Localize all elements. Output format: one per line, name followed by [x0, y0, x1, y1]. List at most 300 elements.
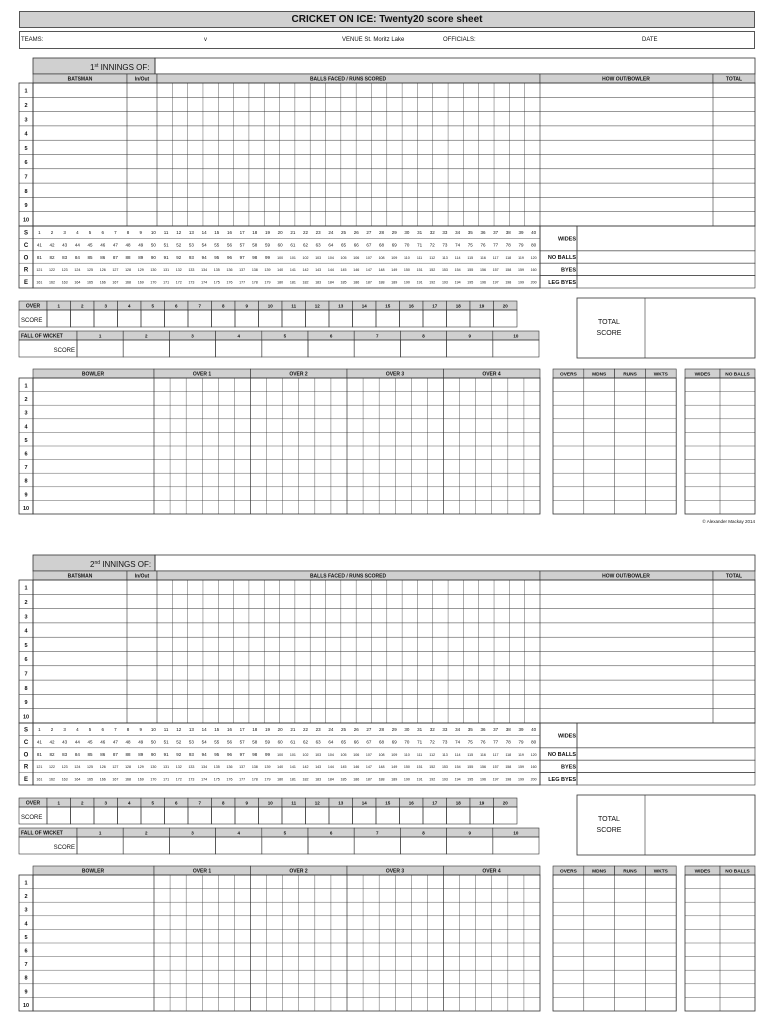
ball-number: 27 [366, 230, 372, 235]
ball-number: 20 [277, 230, 283, 235]
extras-value-cell [577, 276, 755, 288]
ball-number: 16 [226, 727, 232, 732]
ball-number: 178 [251, 280, 258, 285]
ball-number: 153 [441, 268, 448, 273]
over-score-cell [141, 310, 165, 327]
sheet-title: CRICKET ON ICE: Twenty20 score sheet [19, 11, 755, 28]
ball-number: 113 [442, 752, 448, 757]
ball-number: 141 [289, 765, 296, 770]
batsman-row-number: 9 [24, 203, 28, 210]
ball-number: 82 [49, 254, 55, 260]
ball-number: 80 [531, 739, 537, 745]
over-score-cell [47, 310, 71, 327]
extras-label: LEG BYES [548, 279, 576, 286]
over-label: OVER [25, 800, 41, 807]
ball-number: 88 [125, 751, 131, 757]
ball-number: 45 [87, 242, 93, 248]
ball-number: 154 [454, 268, 461, 273]
ball-number: 107 [365, 752, 372, 757]
over-number: 12 [314, 800, 320, 806]
bowling-extras-label: NO BALLS [725, 372, 750, 378]
ball-number: 108 [378, 255, 385, 260]
over-score-cell [306, 310, 330, 327]
ball-number: 29 [391, 727, 397, 732]
ball-number: 62 [303, 242, 309, 248]
over-number: 2 [80, 800, 84, 806]
batsman-row-number: 10 [22, 714, 30, 721]
extras-value-cell [577, 760, 755, 772]
ball-number: 161 [36, 777, 43, 782]
ball-number: 183 [315, 777, 322, 782]
ball-number: 139 [264, 268, 271, 273]
ball-number: 12 [176, 727, 182, 732]
fow-number: 4 [237, 333, 240, 339]
ball-number: 189 [391, 777, 398, 782]
ball-number: 75 [467, 242, 473, 248]
ball-number: 111 [416, 255, 423, 260]
ball-number: 13 [188, 727, 194, 732]
how-out-label: HOW OUT/BOWLER [602, 573, 650, 580]
ball-number: 120 [530, 752, 537, 757]
summary-label: OVERS [560, 372, 577, 378]
ball-number: 50 [150, 242, 156, 248]
ball-number: 64 [328, 242, 334, 248]
ball-number: 37 [493, 727, 499, 732]
over-number: 11 [291, 800, 297, 806]
ball-number: 39 [518, 230, 524, 235]
ball-number: 68 [379, 739, 385, 745]
over-number: 7 [198, 303, 202, 309]
bowler-row-number: 8 [24, 975, 28, 982]
ball-number: 97 [239, 254, 245, 260]
ball-number: 190 [403, 280, 410, 285]
fow-score-cell [216, 837, 262, 854]
ball-number: 118 [505, 752, 512, 757]
ball-number: 130 [150, 268, 157, 273]
ball-number: 169 [137, 280, 144, 285]
ball-count-grid [33, 226, 540, 288]
ball-number: 81 [36, 254, 42, 260]
ball-number: 112 [429, 752, 436, 757]
ball-number: 42 [49, 739, 55, 745]
date-label: DATE [642, 37, 658, 43]
ball-number: 165 [87, 777, 94, 782]
ball-number: 30 [404, 230, 410, 235]
ball-number: 193 [441, 777, 448, 782]
over-number: 12 [314, 303, 320, 309]
ball-number: 41 [36, 242, 42, 248]
ball-number: 91 [163, 751, 169, 757]
over-number: 7 [198, 800, 202, 806]
ball-number: 187 [365, 280, 372, 285]
ball-number: 199 [517, 777, 524, 782]
ball-number: 148 [378, 268, 385, 273]
ball-number: 62 [303, 739, 309, 745]
ball-number: 132 [175, 765, 182, 770]
ball-number: 124 [74, 765, 81, 770]
ball-number: 133 [188, 268, 195, 273]
ball-number: 72 [429, 242, 435, 248]
ball-number: 56 [226, 739, 232, 745]
over-number: 13 [338, 800, 344, 806]
ball-number: 114 [454, 255, 461, 260]
ball-number: 91 [163, 254, 169, 260]
fow-score-cell [493, 340, 539, 357]
over-score-cell [94, 807, 118, 824]
ball-number: 39 [518, 727, 524, 732]
ball-number: 6 [101, 230, 104, 235]
over-score-cell [447, 310, 471, 327]
ball-number: 83 [62, 254, 68, 260]
ball-number: 40 [531, 727, 537, 732]
over-number: 17 [432, 303, 438, 309]
ball-number: 103 [315, 255, 322, 260]
score-letter: C [23, 739, 29, 746]
over-number: 18 [455, 800, 461, 806]
ball-number: 74 [455, 739, 461, 745]
ball-number: 101 [289, 752, 296, 757]
over-number: 1 [57, 303, 61, 309]
ball-number: 151 [416, 268, 423, 273]
in-out-label: In/Out [134, 76, 150, 83]
ball-number: 86 [100, 254, 106, 260]
batsman-row-number: 6 [24, 657, 28, 664]
ball-number: 133 [188, 765, 195, 770]
batsman-row-number: 8 [24, 188, 28, 195]
ball-number: 42 [49, 242, 55, 248]
bowler-row-number: 10 [22, 1002, 30, 1009]
ball-number: 71 [417, 739, 423, 745]
ball-number: 128 [125, 268, 132, 273]
ball-number: 138 [251, 765, 258, 770]
batsman-row-number: 8 [24, 685, 28, 692]
ball-number: 191 [416, 777, 423, 782]
ball-number: 69 [391, 242, 397, 248]
ball-number: 172 [175, 280, 182, 285]
fow-score-cell [447, 340, 493, 357]
fow-number: 7 [376, 333, 379, 339]
fow-score-label: SCORE [53, 845, 75, 851]
ball-number: 77 [493, 242, 499, 248]
over-score-cell [188, 807, 212, 824]
ball-number: 12 [176, 230, 182, 235]
ball-number: 188 [378, 280, 385, 285]
ball-number: 114 [454, 752, 461, 757]
ball-number: 101 [289, 255, 296, 260]
ball-number: 175 [213, 280, 220, 285]
ball-number: 33 [442, 230, 448, 235]
ball-number: 5 [88, 230, 92, 235]
extras-label: BYES [561, 764, 576, 771]
fow-number: 3 [191, 830, 194, 836]
over-number: 10 [267, 800, 273, 806]
ball-number: 24 [328, 230, 334, 235]
ball-number: 106 [353, 752, 360, 757]
ball-number: 15 [214, 727, 220, 732]
over-score-cell [282, 310, 306, 327]
balls-faced-label: BALLS FACED / RUNS SCORED [309, 76, 387, 83]
ball-number: 176 [226, 777, 233, 782]
ball-number: 106 [353, 255, 360, 260]
ball-number: 148 [378, 765, 385, 770]
ball-number: 161 [36, 280, 43, 285]
ball-number: 136 [226, 268, 233, 273]
fow-number: 6 [329, 333, 333, 339]
ball-number: 36 [480, 727, 486, 732]
over-number: 17 [432, 800, 438, 806]
ball-number: 51 [163, 242, 169, 248]
ball-number: 52 [176, 739, 182, 745]
ball-number: 142 [302, 268, 309, 273]
ball-number: 103 [315, 752, 322, 757]
fow-number: 2 [145, 333, 148, 339]
ball-number: 17 [239, 727, 245, 732]
ball-number: 124 [74, 268, 81, 273]
over-score-cell [400, 310, 424, 327]
ball-number: 178 [251, 777, 258, 782]
ball-number: 20 [277, 727, 283, 732]
ball-number: 23 [315, 230, 321, 235]
batsman-row-number: 3 [24, 614, 28, 621]
over-col-label: OVER 3 [385, 868, 405, 875]
extras-label: WIDES [557, 733, 576, 740]
score-letter: C [23, 242, 29, 249]
bowler-row-number: 4 [24, 424, 28, 431]
ball-number: 34 [455, 230, 461, 235]
fow-number: 10 [513, 333, 519, 339]
fow-score-cell [77, 340, 123, 357]
teams-label: TEAMS: [21, 37, 44, 43]
over-number: 19 [479, 800, 485, 806]
ball-number: 76 [480, 242, 486, 248]
ball-number: 107 [365, 255, 372, 260]
ball-number: 64 [328, 739, 334, 745]
match-header [19, 31, 755, 49]
ball-number: 200 [530, 280, 537, 285]
ball-number: 136 [226, 765, 233, 770]
ball-number: 118 [505, 255, 512, 260]
ball-number: 29 [391, 230, 397, 235]
ball-number: 143 [315, 765, 322, 770]
ball-number: 138 [251, 268, 258, 273]
ball-number: 44 [74, 739, 80, 745]
bowler-row-number: 1 [24, 383, 28, 390]
summary-label: RUNS [623, 869, 637, 875]
ball-number: 63 [315, 739, 321, 745]
over-number: 9 [245, 800, 249, 806]
over-col-label: OVER 1 [192, 371, 212, 378]
ball-number: 195 [467, 280, 474, 285]
over-score-cell [71, 807, 95, 824]
ball-number: 127 [112, 765, 119, 770]
ball-number: 22 [303, 727, 309, 732]
batsman-label: BATSMAN [67, 76, 93, 83]
fow-score-cell [216, 340, 262, 357]
ball-number: 116 [480, 752, 486, 757]
batsman-row-number: 10 [22, 217, 30, 224]
ball-number: 59 [264, 242, 270, 248]
ball-number: 38 [505, 230, 511, 235]
ball-number: 14 [201, 727, 207, 732]
innings-title: 2nd INNINGS OF: [90, 560, 152, 569]
total-score-label: SCORE [596, 827, 622, 834]
over-number: 8 [221, 303, 225, 309]
ball-number: 175 [213, 777, 220, 782]
ball-number: 194 [454, 280, 461, 285]
ball-number: 163 [61, 777, 68, 782]
fow-score-cell [308, 837, 354, 854]
over-col-label: OVER 2 [289, 868, 308, 875]
ball-number: 166 [99, 777, 106, 782]
total-label: TOTAL [725, 76, 743, 83]
ball-number: 125 [87, 765, 94, 770]
ball-number: 173 [188, 280, 195, 285]
fow-score-cell [123, 340, 169, 357]
ball-number: 102 [302, 255, 309, 260]
how-out-label: HOW OUT/BOWLER [602, 76, 650, 83]
ball-number: 44 [74, 242, 80, 248]
ball-number: 73 [442, 242, 448, 248]
ball-number: 68 [379, 242, 385, 248]
ball-number: 41 [36, 739, 42, 745]
total-score-box [577, 298, 755, 358]
ball-number: 120 [530, 255, 537, 260]
ball-number: 192 [429, 280, 436, 285]
ball-number: 156 [479, 765, 486, 770]
ball-number: 192 [429, 777, 436, 782]
ball-number: 198 [505, 777, 512, 782]
over-col-label: OVER 2 [289, 371, 308, 378]
ball-number: 7 [114, 727, 117, 732]
ball-number: 131 [163, 765, 170, 770]
batsman-row-number: 1 [24, 88, 28, 95]
innings-title: 1st INNINGS OF: [90, 63, 150, 72]
ball-number: 32 [429, 230, 435, 235]
ball-number: 35 [467, 230, 473, 235]
ball-number: 11 [163, 727, 169, 732]
bowler-label: BOWLER [81, 868, 105, 875]
bowler-row-number: 5 [24, 437, 28, 444]
ball-number: 122 [49, 765, 56, 770]
summary-label: WKTS [653, 869, 668, 875]
batsman-row-number: 4 [24, 131, 28, 138]
ball-number: 2 [50, 230, 54, 235]
ball-number: 37 [493, 230, 499, 235]
ball-number: 24 [328, 727, 334, 732]
batsman-row-number: 3 [24, 117, 28, 124]
ball-number: 147 [365, 765, 372, 770]
extras-label: LEG BYES [548, 776, 576, 783]
ball-number: 9 [139, 230, 142, 235]
over-label: OVER [25, 303, 41, 310]
ball-number: 156 [479, 268, 486, 273]
bowling-extras-label: WIDES [694, 372, 711, 378]
ball-number: 100 [277, 752, 284, 757]
ball-number: 164 [74, 777, 81, 782]
over-score-cell [235, 310, 259, 327]
batsman-row-number: 6 [24, 160, 28, 167]
bowler-row-number: 5 [24, 934, 28, 941]
ball-number: 92 [176, 254, 182, 260]
extras-value-cell [577, 723, 755, 748]
ball-number: 173 [188, 777, 195, 782]
ball-number: 123 [61, 268, 68, 273]
ball-number: 63 [315, 242, 321, 248]
ball-number: 60 [277, 739, 283, 745]
ball-number: 177 [239, 777, 246, 782]
ball-number: 8 [126, 230, 130, 235]
fow-score-cell [400, 340, 446, 357]
over-number: 2 [80, 303, 84, 309]
ball-number: 50 [150, 739, 156, 745]
over-score-cell [447, 807, 471, 824]
ball-number: 159 [517, 268, 524, 273]
ball-number: 90 [150, 254, 156, 260]
ball-number: 94 [201, 751, 207, 757]
ball-number: 194 [454, 777, 461, 782]
over-number: 4 [127, 800, 131, 806]
ball-number: 137 [239, 765, 246, 770]
ball-number: 38 [505, 727, 511, 732]
ball-number: 59 [264, 739, 270, 745]
score-letter: O [23, 255, 29, 262]
bowling-extras-label: WIDES [694, 869, 711, 875]
score-letter: R [23, 267, 29, 274]
ball-number: 182 [302, 777, 309, 782]
over-number: 6 [174, 800, 178, 806]
over-number: 19 [479, 303, 485, 309]
fow-number: 5 [283, 333, 287, 339]
ball-number: 82 [49, 751, 55, 757]
ball-number: 163 [61, 280, 68, 285]
ball-number: 66 [353, 739, 359, 745]
over-score-cell [376, 807, 400, 824]
ball-number: 28 [379, 230, 385, 235]
ball-number: 186 [353, 777, 360, 782]
ball-number: 98 [252, 751, 258, 757]
ball-number: 135 [213, 765, 220, 770]
ball-number: 83 [62, 751, 68, 757]
ball-number: 137 [239, 268, 246, 273]
ball-number: 84 [74, 254, 80, 260]
over-number: 8 [221, 800, 225, 806]
score-letter: E [23, 280, 29, 287]
over-score-cell [165, 310, 189, 327]
over-score-cell [165, 807, 189, 824]
over-score-cell [235, 807, 259, 824]
bowler-row-number: 10 [22, 505, 30, 512]
over-number: 4 [127, 303, 131, 309]
total-score-box [577, 795, 755, 855]
ball-number: 129 [137, 765, 144, 770]
ball-number: 131 [163, 268, 170, 273]
ball-number: 147 [365, 268, 372, 273]
fow-score-cell [354, 837, 400, 854]
ball-number: 66 [353, 242, 359, 248]
fow-number: 4 [237, 830, 240, 836]
ball-number: 113 [442, 255, 448, 260]
ball-number: 10 [150, 727, 156, 732]
summary-label: MDNS [592, 869, 607, 875]
innings-1-section [0, 54, 768, 534]
ball-number: 104 [327, 752, 334, 757]
over-score-cell [306, 807, 330, 824]
ball-number: 1 [38, 230, 41, 235]
ball-number: 162 [49, 280, 56, 285]
fow-number: 10 [513, 830, 519, 836]
ball-number: 179 [264, 280, 271, 285]
ball-number: 126 [99, 765, 106, 770]
